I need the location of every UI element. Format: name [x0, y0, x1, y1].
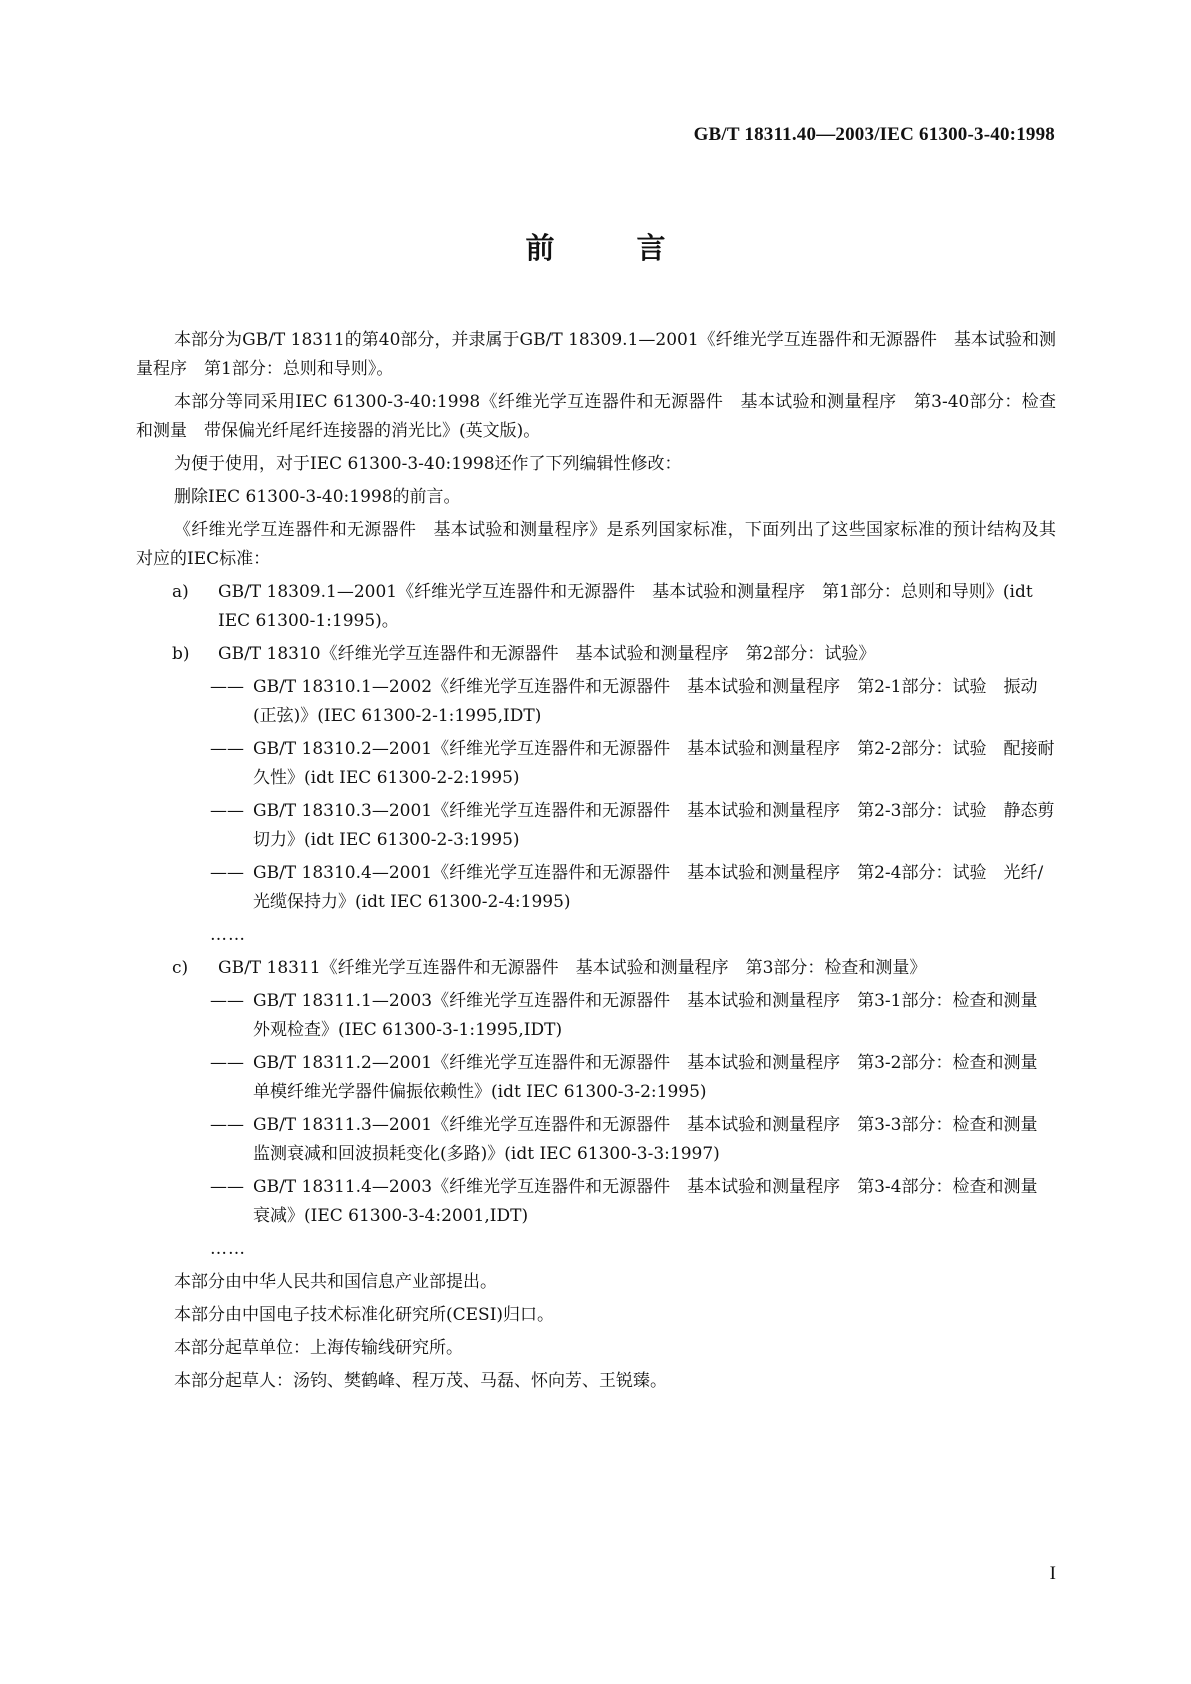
sub-item-text: GB/T 18311.3—2001《纤维光学互连器件和无源器件 基本试验和测量程序 第3-3部分：检查和测量 监测衰减和回波损耗变化(多路)》(idt IEC 61300-3-3:1997): [253, 1115, 1055, 1164]
closing-paragraph-1: 本部分由中华人民共和国信息产业部提出。: [174, 1272, 497, 1292]
sub-item: [136, 859, 1056, 917]
list-item-c: [136, 954, 1056, 983]
ellipsis: ……: [210, 925, 246, 945]
sub-item-text: GB/T 18310.2—2001《纤维光学互连器件和无源器件 基本试验和测量程序 第2-2部分：试验 配接耐久性》(idt IEC 61300-2-2:1995): [253, 739, 1055, 788]
dash-marker: ——: [210, 801, 244, 821]
list-item-b: [136, 640, 1056, 669]
sub-item-text: GB/T 18310.1—2002《纤维光学互连器件和无源器件 基本试验和测量程序 第2-1部分：试验 振动(正弦)》(IEC 61300-2-1:1995,IDT): [253, 677, 1038, 726]
closing-paragraph-3: 本部分起草单位：上海传输线研究所。: [174, 1338, 463, 1358]
sub-item-text: GB/T 18311.2—2001《纤维光学互连器件和无源器件 基本试验和测量程序 第3-2部分：检查和测量 单模纤维光学器件偏振依赖性》(idt IEC 61300-3-2:1995): [253, 1053, 1055, 1102]
sub-item-text: GB/T 18311.4—2003《纤维光学互连器件和无源器件 基本试验和测量程序 第3-4部分：检查和测量 衰减》(IEC 61300-3-4:2001,IDT): [253, 1177, 1055, 1226]
sub-item: [136, 673, 1056, 731]
sub-item: [136, 1111, 1056, 1169]
list-marker: b): [172, 644, 190, 664]
intro-paragraph-2: 本部分等同采用IEC 61300-3-40:1998《纤维光学互连器件和无源器件 基本试验和测量程序 第3-40部分：检查和测量 带保偏光纤尾纤连接器的消光比》(英文版)。: [136, 392, 1056, 441]
sub-item: [136, 1173, 1056, 1231]
dash-marker: ——: [210, 1053, 244, 1073]
ellipsis: ……: [210, 1239, 246, 1259]
list-item-text: GB/T 18309.1—2001《纤维光学互连器件和无源器件 基本试验和测量程序 第1部分：总则和导则》(idt IEC 61300-1:1995)。: [218, 582, 1033, 631]
page-number: I: [1049, 1563, 1056, 1584]
standard-code: GB/T 18311.40—2003/IEC 61300-3-40:1998: [693, 124, 1055, 145]
sub-item-text: GB/T 18310.4—2001《纤维光学互连器件和无源器件 基本试验和测量程序 第2-4部分：试验 光纤/光缆保持力》(idt IEC 61300-2-4:1995): [253, 863, 1044, 912]
closing-paragraph-2: 本部分由中国电子技术标准化研究所(CESI)归口。: [174, 1305, 555, 1325]
intro-paragraph-1: 本部分为GB/T 18311的第40部分，并隶属于GB/T 18309.1—2001《纤维光学互连器件和无源器件 基本试验和测量程序 第1部分：总则和导则》。: [136, 330, 1056, 379]
dash-marker: ——: [210, 1177, 244, 1197]
list-item-text: GB/T 18311《纤维光学互连器件和无源器件 基本试验和测量程序 第3部分：检查和测量》: [218, 958, 927, 978]
list-item-text: GB/T 18310《纤维光学互连器件和无源器件 基本试验和测量程序 第2部分：试验》: [218, 644, 876, 664]
closing-paragraph-4: 本部分起草人：汤钧、樊鹤峰、程万茂、马磊、怀向芳、王锐臻。: [174, 1371, 667, 1391]
sub-item: [136, 987, 1056, 1045]
intro-paragraph-4: 删除IEC 61300-3-40:1998的前言。: [174, 487, 461, 507]
dash-marker: ——: [210, 1115, 244, 1135]
dash-marker: ——: [210, 863, 244, 883]
intro-paragraph-3: 为便于使用，对于IEC 61300-3-40:1998还作了下列编辑性修改：: [174, 454, 682, 474]
sub-item: [136, 797, 1056, 855]
list-item-a: [136, 578, 1056, 636]
sub-item-text: GB/T 18310.3—2001《纤维光学互连器件和无源器件 基本试验和测量程序 第2-3部分：试验 静态剪切力》(idt IEC 61300-2-3:1995): [253, 801, 1055, 850]
foreword-body: [136, 326, 1056, 1400]
dash-marker: ——: [210, 991, 244, 1011]
list-marker: c): [172, 958, 189, 978]
sub-item: [136, 735, 1056, 793]
list-marker: a): [172, 582, 189, 602]
intro-paragraph-5: 《纤维光学互连器件和无源器件 基本试验和测量程序》是系列国家标准，下面列出了这些国家标准的预计结构及其对应的IEC标准：: [136, 520, 1056, 569]
dash-marker: ——: [210, 739, 244, 759]
sub-item: [136, 1049, 1056, 1107]
page-title: 前 言: [525, 231, 702, 265]
dash-marker: ——: [210, 677, 244, 697]
sub-item-text: GB/T 18311.1—2003《纤维光学互连器件和无源器件 基本试验和测量程序 第3-1部分：检查和测量 外观检查》(IEC 61300-3-1:1995,IDT): [253, 991, 1055, 1040]
